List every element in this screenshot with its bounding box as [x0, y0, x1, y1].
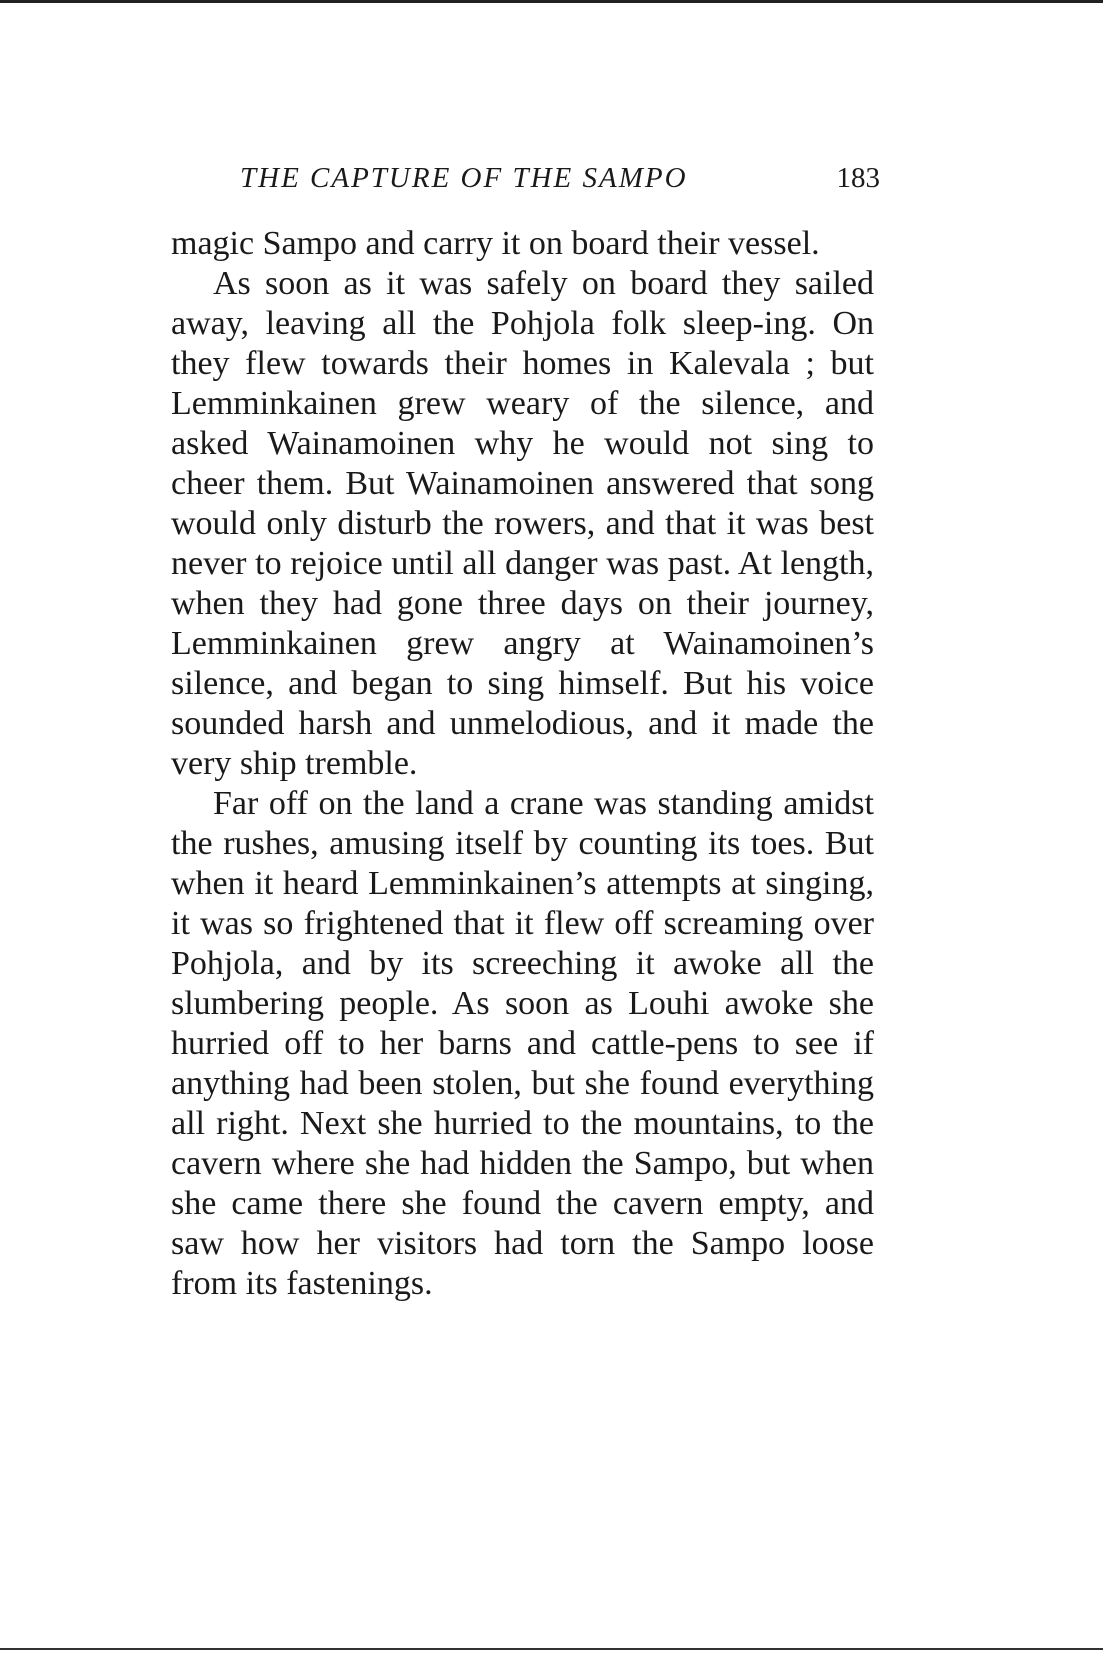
paragraph-voyage: As soon as it was safely on board they sailed away, leaving all the Pohjola folk sleep-ing. On they flew towards their homes in Kalevala ; but Lemminkainen grew weary of the silence, and asked Wainamoinen why he would not sing to cheer them. But Wainamoinen answered that song would only disturb the rowers, and that it was best never to rejoice until all danger was past. At length, when they had gone three days on their journey, Lemminkainen grew angry at Wainamoinen’s silence, and began to sing himself. But his voice sounded harsh and unmelodious, and it made the very ship tremble. — [171, 265, 874, 782]
top-edge-rule — [0, 0, 1103, 3]
paragraph-continuation: magic Sampo and carry it on board their vessel. — [171, 225, 820, 262]
paragraph-crane: Far off on the land a crane was standing amidst the rushes, amusing itself by counting its toes. But when it heard Lemminkainen’s attempts at singing, it was so frightened that it flew off screaming over Pohjola, and by its screeching it awoke all the slumbering people. As soon as Louhi awoke she hurried off to her barns and cattle-pens to see if anything had been stolen, but she found everything all right. Next she hurried to the mountains, to the cavern where she had hidden the Sampo, but when she came there she found the cavern empty, and saw how her visitors had torn the Sampo loose from its fastenings. — [171, 785, 874, 1302]
page-number: 183 — [836, 162, 880, 194]
body-text — [171, 224, 874, 1304]
running-header — [240, 158, 880, 198]
running-title: THE CAPTURE OF THE SAMPO — [240, 162, 688, 194]
bottom-edge-rule — [0, 1648, 1103, 1650]
